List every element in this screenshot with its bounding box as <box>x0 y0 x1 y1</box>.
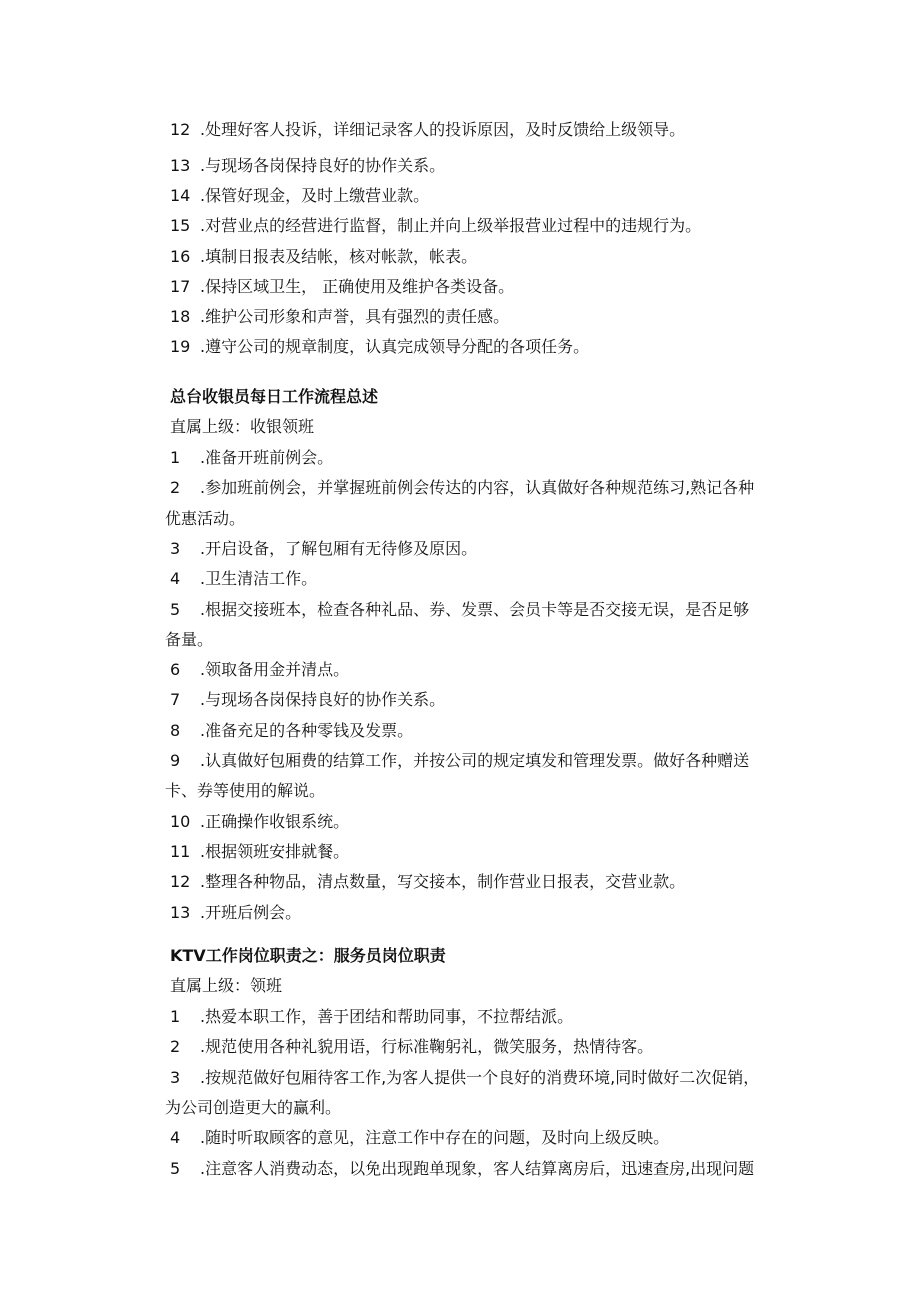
item-number: 5 <box>170 599 181 619</box>
list-item <box>170 185 429 207</box>
item-text: .与现场各岗保持良好的协作关系。 <box>200 156 446 175</box>
list-item <box>170 477 754 499</box>
item-text: .保持区域卫生， 正确使用及维护各类设备。 <box>200 276 515 296</box>
item-number: 16 <box>170 246 191 266</box>
list-item <box>170 871 685 893</box>
item-number: 13 <box>170 902 191 922</box>
list-item <box>170 720 413 742</box>
item-text: .与现场各岗保持良好的协作关系。 <box>200 690 446 710</box>
list-item <box>170 246 477 268</box>
item-text: .准备充足的各种零钱及发票。 <box>200 720 414 740</box>
item-text: .注意客人消费动态，以免出现跑单现象，客人结算离房后，迅速查房,出现问题 <box>200 1158 755 1178</box>
list-item <box>170 306 509 328</box>
list-item <box>170 447 333 469</box>
list-item <box>170 811 349 833</box>
list-item <box>170 568 317 590</box>
list-item <box>170 155 445 177</box>
item-continuation: 优惠活动。 <box>165 508 246 528</box>
item-text: .遵守公司的规章制度，认真完成领导分配的各项任务。 <box>200 337 590 357</box>
list-item <box>170 538 477 560</box>
item-text: .准备开班前例会。 <box>200 448 334 467</box>
item-text: .按规范做好包厢待客工作,为客人提供一个良好的消费环境,同时做好二次促销， <box>200 1067 760 1087</box>
list-item <box>170 276 514 298</box>
item-number: 12 <box>170 120 191 139</box>
item-continuation: 为公司创造更大的赢利。 <box>165 1097 342 1117</box>
item-number: 9 <box>170 751 181 770</box>
list-item <box>170 689 445 711</box>
item-number: 4 <box>170 569 181 589</box>
section-title: 总台收银员每日工作流程总述 <box>170 387 379 406</box>
list-item <box>170 659 349 681</box>
item-text: .参加班前例会，并掌握班前例会传达的内容，认真做好各种规范练习,熟记各种 <box>200 478 755 498</box>
item-number: 12 <box>170 872 191 892</box>
item-text: .处理好客人投诉，详细记录客人的投诉原因，及时反馈给上级领导。 <box>200 120 686 139</box>
list-item <box>170 599 749 621</box>
list-item <box>170 215 701 237</box>
item-text: .开启设备，了解包厢有无待修及原因。 <box>200 538 478 558</box>
item-number: 3 <box>170 538 181 558</box>
item-number: 19 <box>170 337 191 357</box>
item-text: .卫生清洁工作。 <box>200 569 318 589</box>
item-number: 15 <box>170 216 191 236</box>
item-number: 2 <box>170 478 181 498</box>
item-continuation: 备量。 <box>165 629 214 649</box>
list-item <box>170 902 301 924</box>
item-text: .热爱本职工作，善于团结和帮助同事，不拉帮结派。 <box>200 1007 574 1026</box>
item-text: .整理各种物品，清点数量，写交接本，制作营业日报表，交营业款。 <box>200 872 686 892</box>
item-number: 4 <box>170 1128 181 1148</box>
item-number: 13 <box>170 156 191 175</box>
item-text: .规范使用各种礼貌用语，行标准鞠躬礼，微笑服务，热情待客。 <box>200 1037 654 1057</box>
section-title: KTV工作岗位职责之：服务员岗位职责 <box>170 946 446 965</box>
item-number: 1 <box>170 1007 181 1026</box>
item-number: 1 <box>170 448 181 467</box>
item-text: .填制日报表及结帐，核对帐款，帐表。 <box>200 246 478 266</box>
list-item <box>170 841 349 863</box>
item-text: .开班后例会。 <box>200 902 302 922</box>
list-item <box>170 1036 653 1058</box>
list-item <box>170 1067 759 1089</box>
item-number: 2 <box>170 1037 181 1057</box>
item-number: 10 <box>170 811 191 831</box>
list-item <box>170 750 749 772</box>
list-item <box>170 1127 669 1149</box>
list-item <box>170 1006 573 1028</box>
item-text: .正确操作收银系统。 <box>200 811 350 831</box>
item-number: 6 <box>170 660 181 680</box>
item-number: 3 <box>170 1067 181 1087</box>
item-text: .根据交接班本，检查各种礼品、券、发票、会员卡等是否交接无误，是否足够 <box>200 599 750 619</box>
item-text: .保管好现金，及时上缴营业款。 <box>200 186 430 206</box>
item-number: 5 <box>170 1158 181 1178</box>
item-number: 14 <box>170 186 191 206</box>
item-text: .根据领班安排就餐。 <box>200 841 350 861</box>
list-item <box>170 119 685 141</box>
item-number: 18 <box>170 307 191 326</box>
list-item <box>170 1158 754 1180</box>
item-number: 7 <box>170 690 181 710</box>
item-continuation: 卡、券等使用的解说。 <box>165 781 326 801</box>
item-number: 8 <box>170 720 181 740</box>
superior-line: 直属上级：领班 <box>170 976 283 995</box>
superior-line: 直属上级：收银领班 <box>170 417 315 436</box>
item-text: .认真做好包厢费的结算工作，并按公司的规定填发和管理发票。做好各种赠送 <box>200 751 750 770</box>
item-number: 11 <box>170 841 191 861</box>
list-item <box>170 336 589 358</box>
item-text: .维护公司形象和声誉，具有强烈的责任感。 <box>200 307 510 326</box>
item-text: .对营业点的经营进行监督，制止并向上级举报营业过程中的违规行为。 <box>200 216 702 236</box>
item-text: .随时听取顾客的意见，注意工作中存在的问题，及时向上级反映。 <box>200 1128 670 1148</box>
item-number: 17 <box>170 276 191 296</box>
item-text: .领取备用金并清点。 <box>200 660 350 680</box>
